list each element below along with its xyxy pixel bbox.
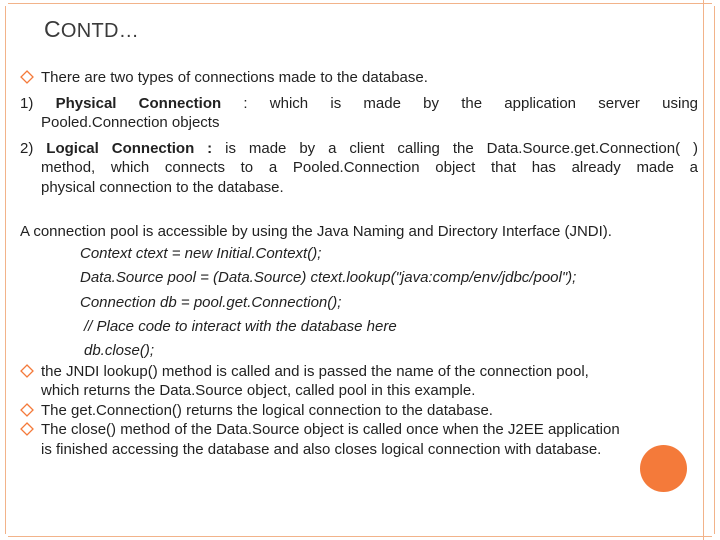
bullet-close [20, 420, 698, 459]
bullet-getconnection [20, 401, 698, 421]
intro-text: There are two types of connections made to the database. [41, 69, 428, 86]
frame-border-bottom [8, 536, 712, 537]
code-line-3: Connection db = pool.get.Connection(); [80, 293, 342, 311]
frame-border-right [714, 6, 715, 534]
diamond-bullet-icon [20, 364, 34, 378]
title-initial: C [44, 16, 61, 42]
frame-border-left [5, 6, 6, 534]
frame-border-top [8, 3, 712, 4]
bullet-jndi-line1: the JNDI lookup() method is called and is passed the name of the connection pool, [41, 362, 589, 380]
title-rest: ONTD… [60, 20, 140, 42]
item1-rest: which is made by the application server using [269, 94, 698, 112]
code-line-5: db.close(); [84, 341, 155, 359]
item2-number: 2) [20, 139, 34, 157]
diamond-bullet-icon [20, 70, 34, 84]
item-physical-connection [20, 94, 698, 133]
bullet-close-line1: The close() method of the Data.Source object is called once when the J2EE application [41, 421, 620, 438]
item2-line3: physical connection to the database. [41, 178, 284, 196]
bullet-jndi-line2: which returns the Data.Source object, called pool in this example. [41, 382, 476, 399]
item2-line2: method, which connects to a Pooled.Connection object that has already made a [41, 159, 698, 176]
bullet-jndi [20, 362, 698, 401]
pool-line: A connection pool is accessible by using the Java Naming and Directory Interface (JNDI). [20, 223, 612, 240]
code-line-4: // Place code to interact with the database here [84, 318, 397, 335]
item2-term: Logical Connection : [46, 139, 213, 157]
decorative-circle [640, 445, 687, 492]
code-line-2: Data.Source pool = (Data.Source) ctext.lookup("java:comp/env/jdbc/pool"); [80, 269, 577, 286]
bullet-getconnection-line1: The get.Connection() returns the logical connection to the database. [41, 401, 493, 419]
item2-rest: is made by a client calling the Data.Source.get.Connection( ) [212, 139, 698, 157]
item1-sep: : [221, 94, 270, 112]
diamond-bullet-icon [20, 422, 34, 436]
code-line-1: Context ctext = new Initial.Context(); [80, 244, 322, 262]
item2-line1 [20, 139, 698, 159]
bullet-intro [20, 68, 698, 88]
slide-body [20, 68, 698, 459]
item-logical-connection [20, 139, 698, 198]
slide-title [44, 16, 139, 43]
item1-number: 1) [20, 94, 34, 112]
item1-line1 [20, 94, 698, 114]
diamond-bullet-icon [20, 403, 34, 417]
bullet-close-line2: is finished accessing the database and also closes logical connection with database. [41, 440, 602, 458]
item1-term: Physical Connection [55, 94, 222, 112]
item1-line2: Pooled.Connection objects [41, 114, 220, 131]
frame-rail-line [703, 0, 704, 540]
